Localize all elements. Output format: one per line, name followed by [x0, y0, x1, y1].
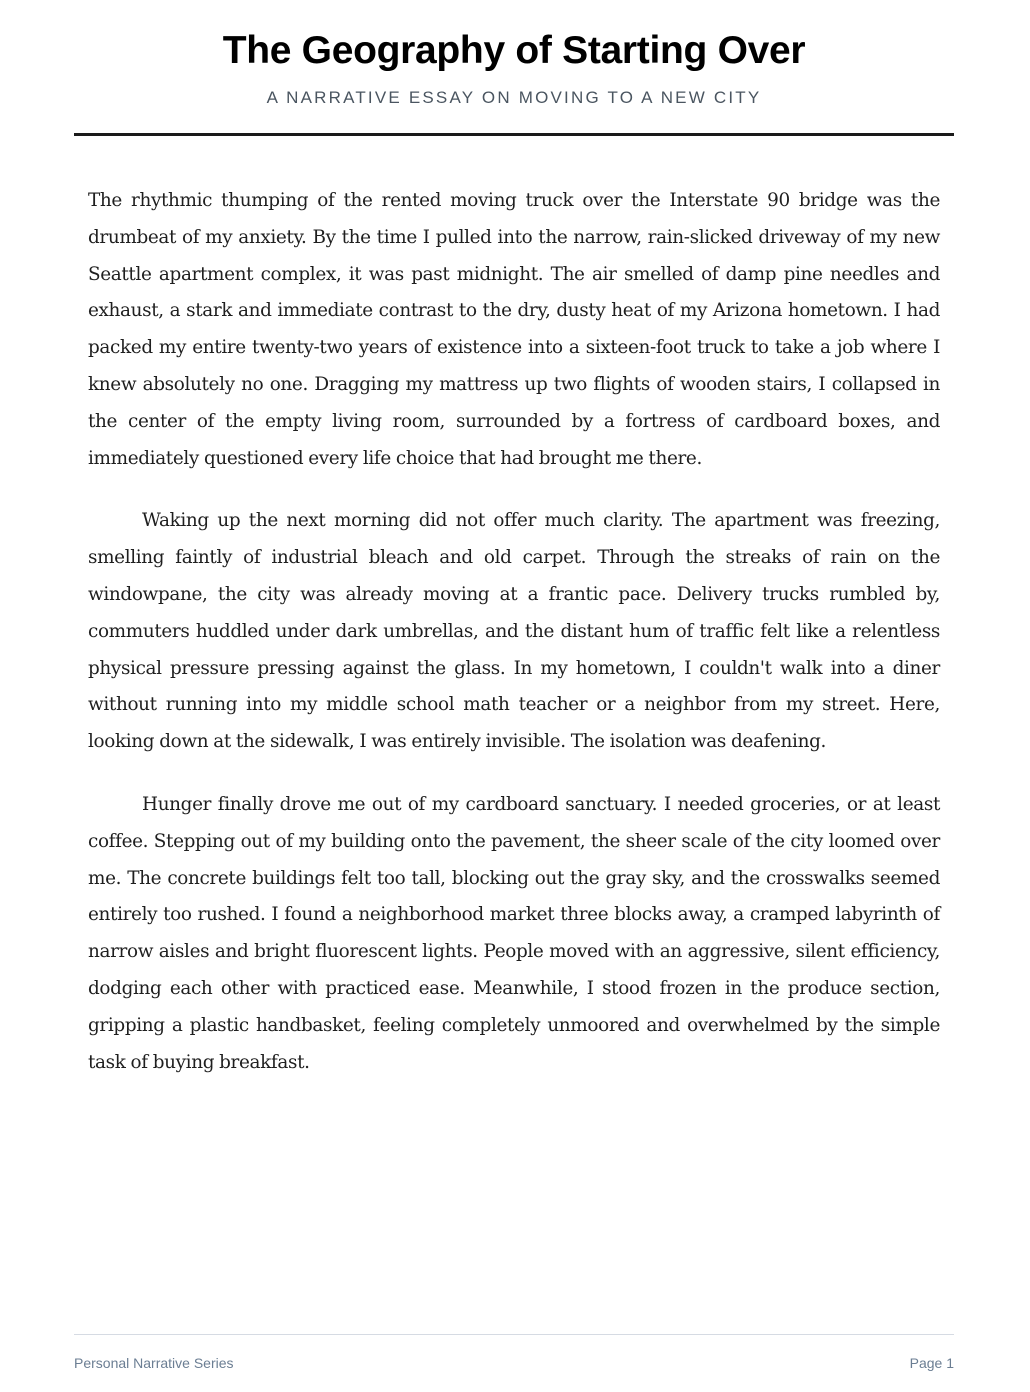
paragraph-1: The rhythmic thumping of the rented moving truck over the Interstate 90 bridge was the drumbeat of my anxiety. By the time I pulled into the narrow, rain-slicked driveway of my new Seattle apartment complex, it was past midnight. The air smelled of damp pine needles and exhaust, a stark and immediate contrast to the dry, dusty heat of my Arizona hometown. I had packed my entire twenty-two years of existence into a sixteen-foot truck to take a job where I knew absolutely no one. Dragging my mattress up two flights of wooden stairs, I collapsed in the center of the empty living room, surrounded by a fortress of cardboard boxes, and immediately questioned every life choice that had brought me there.	[88, 190, 940, 469]
essay-body	[88, 183, 940, 1107]
page-title: The Geography of Starting Over	[222, 29, 806, 72]
footer-divider	[74, 1334, 954, 1335]
page-subtitle: A NARRATIVE ESSAY ON MOVING TO A NEW CITY	[266, 88, 762, 107]
paragraph-3: Hunger finally drove me out of my cardboard sanctuary. I needed groceries, or at least coffee. Stepping out of my building onto the pavement, the sheer scale of the city loomed over me. The concrete buildings felt too tall, blocking out the gray sky, and the crosswalks seemed entirely too rushed. I found a neighborhood market three blocks away, a cramped labyrinth of narrow aisles and bright fluorescent lights. People moved with an aggressive, silent efficiency, dodging each other with practiced ease. Meanwhile, I stood frozen in the produce section, gripping a plastic handbasket, feeling completely unmoored and overwhelmed by the simple task of buying breakfast.	[88, 793, 940, 1073]
footer-page-number: Page 1	[909, 1355, 954, 1371]
header-divider	[74, 133, 954, 136]
paragraph-2: Waking up the next morning did not offer much clarity. The apartment was freezing, smelling faintly of industrial bleach and old carpet. Through the streaks of rain on the windowpane, the city was already moving at a frantic pace. Delivery trucks rumbled by, commuters huddled under dark umbrellas, and the distant hum of traffic felt like a relentless physical pressure pressing against the glass. In my hometown, I couldn't walk into a diner without running into my middle school math teacher or a neighbor from my street. Here, looking down at the sidewalk, I was entirely invisible. The isolation was deafening.	[88, 510, 940, 753]
footer-series: Personal Narrative Series	[74, 1355, 234, 1371]
document-header	[74, 28, 954, 108]
